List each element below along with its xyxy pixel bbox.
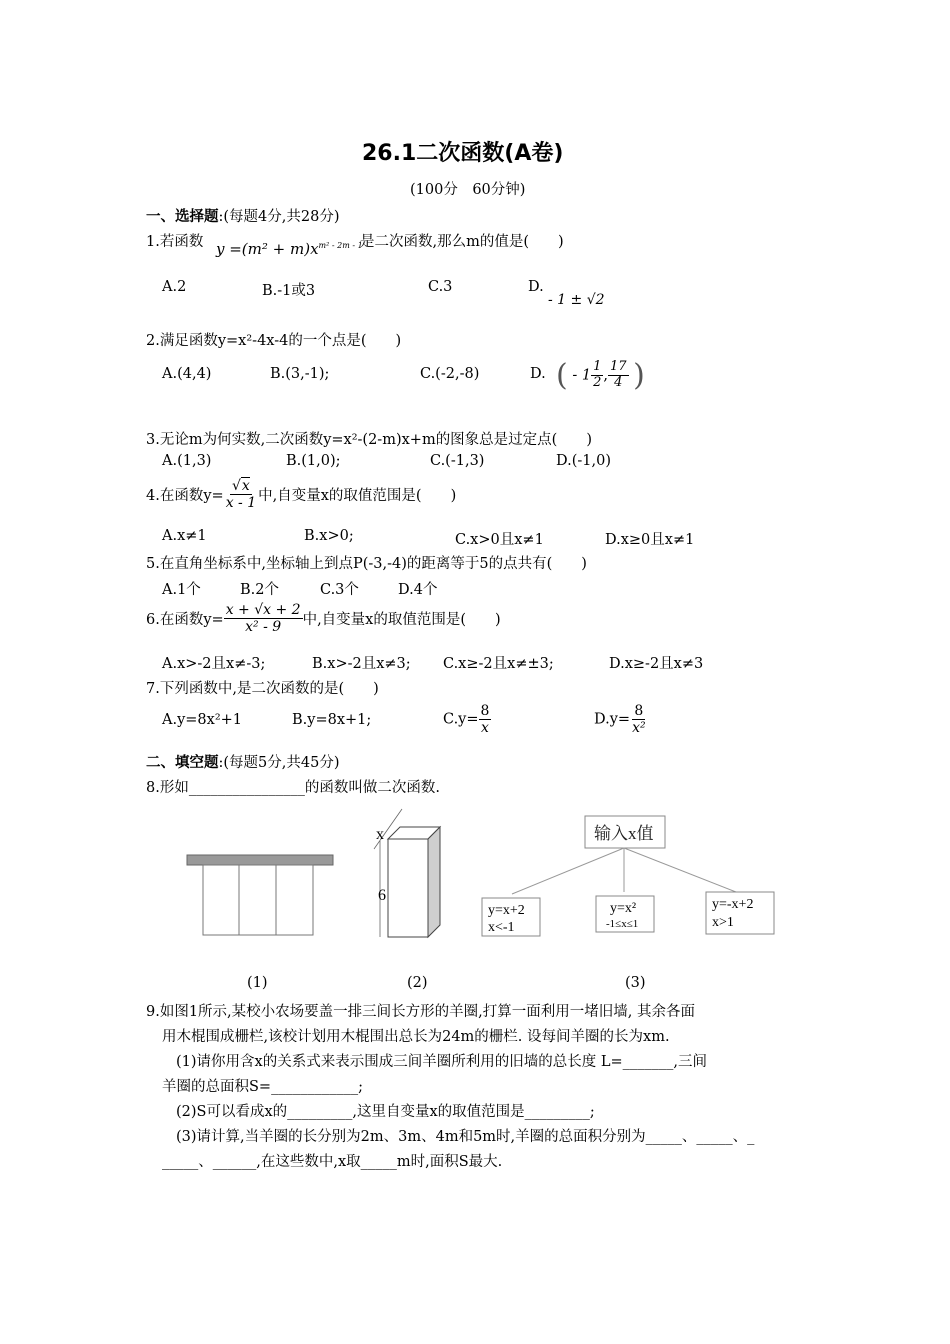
section2-note: :(每题5分,共45分) — [218, 755, 340, 771]
caption-2: (2) — [407, 975, 428, 991]
branch-1-line-1: y=x+2 — [488, 903, 525, 918]
question-4 — [146, 478, 456, 511]
q9-line-3: (1)请你用含x的关系式来表示围成三间羊圈所利用的旧墙的总长度 L=_______,三间 — [176, 1054, 707, 1070]
q1-option-d-value: - 1 ± √2 — [548, 292, 605, 308]
q1-formula-exp: m² - 2m - 1 — [318, 241, 363, 250]
old-wall — [187, 855, 333, 865]
q4-text-before: 4.在函数y= — [146, 488, 224, 505]
figure-1 — [185, 850, 337, 940]
q6-num: x + √x + 2 — [225, 602, 301, 618]
page-title: 26.1二次函数(A卷) — [362, 141, 564, 166]
q4-option-a: A.x≠1 — [162, 528, 207, 544]
question-5: 5.在直角坐标系中,坐标轴上到点P(-3,-4)的距离等于5的点共有( ) — [146, 556, 587, 572]
arrow-left — [512, 848, 624, 894]
question-6 — [146, 602, 501, 635]
q6-option-b: B.x>-2且x≠3; — [312, 656, 411, 672]
q7-d-den: x² — [632, 720, 646, 737]
left-paren: ( — [556, 358, 568, 393]
q4-text-after: 中,自变量x的取值范围是( ) — [258, 488, 457, 505]
q3-option-b: B.(1,0); — [286, 453, 341, 469]
q2-option-d: D. — [530, 366, 546, 382]
figure-3 — [474, 812, 784, 942]
label-6: 6 — [378, 887, 386, 904]
q3-option-a: A.(1,3) — [162, 453, 212, 469]
q2-d-int: - 1 — [572, 367, 592, 384]
branch-3-line-1: y=-x+2 — [712, 897, 754, 912]
q6-option-a: A.x>-2且x≠-3; — [162, 656, 266, 672]
caption-3: (3) — [625, 975, 646, 991]
section1-note: :(每题4分,共28分) — [218, 209, 340, 225]
q2-option-c: C.(-2,-8) — [420, 366, 480, 382]
question-1 — [146, 230, 203, 251]
q5-option-c: C.3个 — [320, 582, 359, 598]
q2-option-d-value: ( - 1 $\frac{1}{2}$ , $\frac{17}{4}$ ) — [556, 358, 645, 393]
q1-formula — [216, 240, 363, 258]
q1-text-after: 是二次函数,那么m的值是( ) — [360, 234, 564, 250]
figure-2 — [360, 805, 450, 940]
cuboid-front — [388, 839, 428, 937]
question-2: 2.满足函数y=x²-4x-4的一个点是( ) — [146, 333, 402, 349]
pen-outline — [203, 865, 313, 935]
q4-option-b: B.x>0; — [304, 528, 354, 544]
q9-line-4: 羊圈的总面积S=____________; — [162, 1079, 363, 1095]
q1-formula-main: y =(m² + m)x — [216, 240, 319, 258]
q6-fraction — [224, 602, 303, 635]
q7-c-frac — [479, 703, 492, 736]
question-8: 8.形如________________的函数叫做二次函数. — [146, 780, 440, 796]
branch-3-line-2: x>1 — [712, 915, 734, 930]
q3-option-d: D.(-1,0) — [556, 453, 611, 469]
q5-option-d: D.4个 — [398, 582, 438, 598]
q9-line-2: 用木棍围成栅栏,该校计划用木棍围出总长为24m的栅栏. 设每间羊圈的长为xm. — [162, 1029, 670, 1045]
q6-option-c: C.x≥-2且x≠±3; — [443, 656, 554, 672]
q7-c-num: 8 — [480, 703, 490, 719]
q9-line-7: _____、______,在这些数中,x取_____m时,面积S最大. — [162, 1154, 503, 1170]
section1-heading — [146, 205, 339, 226]
cuboid-side — [428, 827, 440, 937]
q9-line-1: 9.如图1所示,某校小农场要盖一排三间长方形的羊圈,打算一面利用一堵旧墙, 其余各面 — [146, 1004, 695, 1020]
q7-c-label: C.y= — [443, 711, 479, 728]
section1-title: 一、选择题 — [146, 208, 219, 225]
q4-fraction — [224, 478, 258, 511]
section2-title: 二、填空题 — [146, 754, 219, 771]
q1-option-b: B.-1或3 — [262, 283, 316, 299]
q7-d-num: 8 — [634, 703, 644, 719]
q6-text-after: 中,自变量x的取值范围是( ) — [302, 612, 501, 629]
arrow-right — [624, 848, 736, 892]
q4-den: x - 1 — [225, 495, 257, 512]
q7-option-a: A.y=8x²+1 — [162, 712, 243, 728]
q6-den: x² - 9 — [245, 619, 282, 636]
question-3: 3.无论m为何实数,二次函数y=x²-(2-m)x+m的图象总是过定点( ) — [146, 432, 593, 448]
input-label: 输入x值 — [594, 824, 654, 843]
q7-d-frac — [630, 703, 648, 736]
q4-option-d: D.x≥0且x≠1 — [605, 532, 695, 548]
question-7: 7.下列函数中,是二次函数的是( ) — [146, 681, 379, 697]
q9-line-6: (3)请计算,当羊圈的长分别为2m、3m、4m和5m时,羊圈的总面积分别为_____、_____、_ — [176, 1129, 755, 1145]
label-x: x — [376, 826, 384, 843]
q2-d-frac1-num: 1 — [593, 359, 602, 375]
q7-c-den: x — [481, 720, 489, 737]
q7-d-label: D.y= — [594, 711, 631, 728]
q2-option-b: B.(3,-1); — [270, 366, 330, 382]
q2-d-frac1 — [591, 360, 603, 391]
q1-text-before: 1.若函数 — [146, 234, 204, 250]
q2-option-a: A.(4,4) — [162, 366, 212, 382]
q5-option-a: A.1个 — [162, 582, 201, 598]
q2-d-frac2-num: 17 — [609, 359, 627, 375]
caption-1: (1) — [247, 975, 268, 991]
q4-num-radicand: x — [241, 478, 250, 494]
q1-option-d: D. — [528, 279, 544, 295]
branch-1-line-2: x<-1 — [488, 920, 515, 935]
q5-option-b: B.2个 — [240, 582, 279, 598]
q2-d-frac1-den: 2 — [593, 375, 602, 390]
q7-option-b: B.y=8x+1; — [292, 712, 372, 728]
branch-2-line-1: y=x² — [610, 901, 637, 916]
q6-option-d: D.x≥-2且x≠3 — [609, 656, 704, 672]
q9-line-5: (2)S可以看成x的_________,这里自变量x的取值范围是_________; — [176, 1104, 595, 1120]
q6-text-before: 6.在函数y= — [146, 612, 224, 629]
q7-option-c — [443, 703, 491, 736]
right-paren: ) — [633, 358, 645, 393]
page-subtitle: (100分 60分钟) — [410, 182, 526, 198]
q1-option-c: C.3 — [428, 279, 453, 295]
q4-option-c: C.x>0且x≠1 — [455, 532, 544, 548]
q2-d-frac2-den: 4 — [614, 375, 623, 390]
branch-2-line-2: -1≤x≤1 — [606, 918, 639, 930]
q4-num: √x — [231, 478, 250, 494]
q2-d-frac2 — [608, 360, 629, 391]
q3-option-c: C.(-1,3) — [430, 453, 485, 469]
q7-option-d — [594, 703, 648, 736]
q1-option-a: A.2 — [162, 279, 187, 295]
section2-heading — [146, 751, 339, 772]
